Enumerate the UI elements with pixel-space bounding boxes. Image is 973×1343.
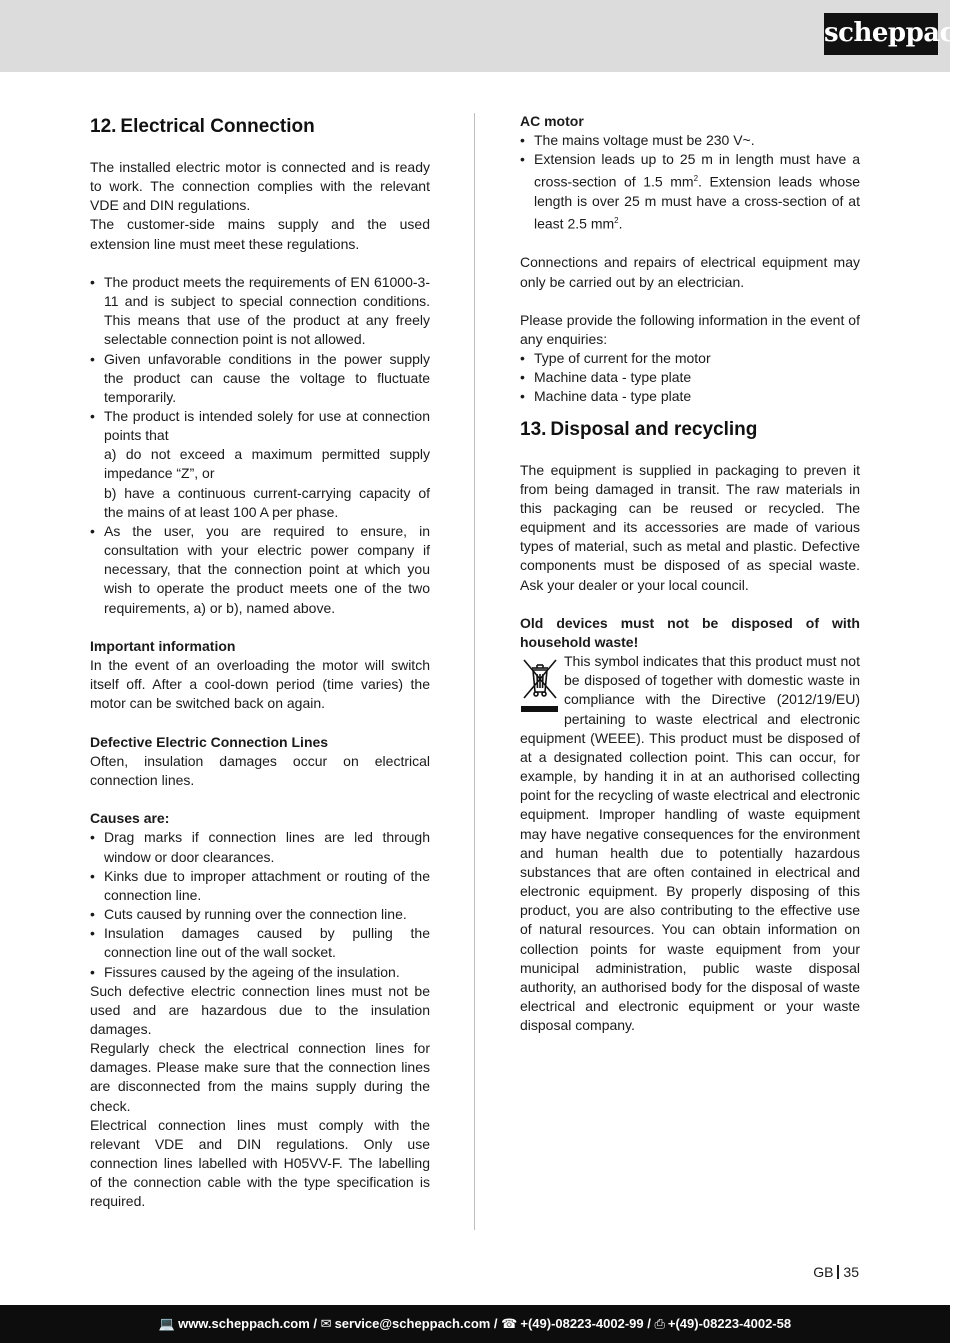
section-title: Electrical Connection xyxy=(120,116,315,137)
weee-paragraph: This symbol indicates that this product must not be disposed of together with domestic waste in compliance with the Directive (2012/19/EU) pertaining to waste electrical and electronic equipment (WEEE). This product must be disposed of at a designated collection point. This can occur, for example, by handing it in at an authorised collecting point for the recycling of waste electrical and electronic equipment. Improper handling of waste equipment may have negative consequences for the environment and human health due to potentially hazardous substances that are often contained in electrical and electronic equipment. By properly disposing of this product, you are also contributing to the effective use of natural resources. You can obtain information on collection points for waste equipment from your municipal administration, public waste disposal authority, an authorised body for the disposal of waste electrical and electronic equipment or your waste disposal company. xyxy=(520,653,860,1034)
section-heading-disposal xyxy=(520,415,860,445)
list-item xyxy=(520,150,860,234)
list-item-text: • The product is intended solely for use at connection points that xyxy=(104,408,430,444)
list-item-text: b) have a continuous current-carrying capacity of the mains of at least 100 A per phase. xyxy=(104,484,430,520)
list-item: • The mains voltage must be 230 V~. xyxy=(520,131,860,150)
right-column xyxy=(520,112,860,1035)
page-number xyxy=(813,1264,859,1280)
paragraph: Often, insulation damages occur on electrical connection lines. xyxy=(90,752,430,788)
weee-block xyxy=(520,652,860,1035)
paragraph: Please provide the following information in the event of any enquiries: xyxy=(520,311,860,347)
list-item: • Drag marks if connection lines are led through window or door clearances. xyxy=(90,828,430,866)
list-item: • Machine data - type plate xyxy=(520,387,860,406)
list-item: • Given unfavorable conditions in the power supply the product can cause the voltage to fluctuate temporarily. xyxy=(90,350,430,407)
enquiries-list xyxy=(520,349,860,406)
header-bar xyxy=(0,0,973,72)
superscript: 2 xyxy=(614,216,619,226)
phone-icon: ☎ xyxy=(501,1316,518,1331)
list-item xyxy=(90,407,430,522)
crossed-out-bin-icon xyxy=(520,654,560,714)
section-title: Disposal and recycling xyxy=(550,418,758,440)
intro-paragraph: The customer-side mains supply and the used extension line must meet these regulations. xyxy=(90,216,430,252)
footer-phone: +(49)-08223-4002-99 / xyxy=(520,1316,651,1331)
page-language: GB xyxy=(813,1264,834,1280)
list-item-text: a) do not exceed a maximum permitted supply impedance “Z”, or xyxy=(104,446,430,482)
footer-fax: +(49)-08223-4002-58 xyxy=(667,1316,792,1331)
superscript: 2 xyxy=(693,174,699,184)
paragraph: In the event of an overloading the motor will switch itself off. After a cool-down period (time varies) the motor can be switched back on again. xyxy=(90,657,430,712)
paragraph: Such defective electric connection lines must not be used and are hazardous due to the insulation damages. xyxy=(90,982,430,1037)
list-item: • Fissures caused by the ageing of the insulation. xyxy=(90,963,430,982)
list-item: • Kinks due to improper attachment or routing of the connection line. xyxy=(90,867,430,905)
ac-motor-list xyxy=(520,131,860,234)
list-item: • Machine data - type plate xyxy=(520,368,860,387)
requirements-list xyxy=(90,273,430,618)
list-item: • Insulation damages caused by pulling the connection line out of the wall socket. xyxy=(90,924,430,962)
list-item: • Type of current for the motor xyxy=(520,349,860,368)
paragraph: Connections and repairs of electrical equipment may only be carried out by an electrician. xyxy=(520,254,860,290)
footer-bar xyxy=(0,1305,950,1343)
section-number: 13. xyxy=(520,418,547,440)
list-item-text: Extension leads up to 25 m in length must have a cross-section of 1.5 mm xyxy=(534,151,860,191)
page-number-value: 35 xyxy=(843,1264,859,1280)
subheading-defective: Defective Electric Connection Lines xyxy=(90,733,329,750)
paragraph: Electrical connection lines must comply with the relevant VDE and DIN regulations. Only use connection lines labelled with H05VV-F. The labelling of the connection cable with the type specification is required. xyxy=(90,1116,430,1210)
subheading-important: Important information xyxy=(90,637,236,654)
scheppach-logo: scheppach xyxy=(824,13,938,55)
intro-paragraph: The installed electric motor is connected and is ready to work. The connection complies with the relevant VDE and DIN regulations. xyxy=(90,159,430,214)
causes-list xyxy=(90,828,430,981)
subheading-ac-motor: AC motor xyxy=(520,113,584,129)
fax-icon: ⎙ xyxy=(654,1316,665,1331)
section-heading-electrical xyxy=(90,112,430,142)
column-divider xyxy=(474,113,475,1230)
footer-email[interactable]: service@scheppach.com / xyxy=(334,1316,498,1331)
list-item: • As the user, you are required to ensure, in consultation with your electric power company if necessary, that the connection point at which you wish to operate the product meets one of the two requirements, a) or b), named above. xyxy=(90,522,430,618)
computer-icon: 💻 xyxy=(158,1316,176,1331)
list-item-text: . Extension leads whose length is over 25 m must have a cross-section of at least 2.5 mm xyxy=(534,174,860,233)
list-item-text: . xyxy=(618,216,623,233)
subheading-causes: Causes are: xyxy=(90,810,170,827)
paragraph: Regularly check the electrical connection lines for damages. Please make sure that the connection lines are disconnected from the mains supply during the check. xyxy=(90,1040,430,1114)
list-item: • Cuts caused by running over the connection line. xyxy=(90,905,430,924)
subheading-old-devices: Old devices must not be disposed of with household waste! xyxy=(520,614,860,651)
list-item: • The product meets the requirements of EN 61000-3-11 and is subject to special connection conditions. This means that use of the product at any freely selectable connection point is not allowed. xyxy=(90,273,430,350)
left-column xyxy=(90,112,430,1212)
email-icon: ✉ xyxy=(320,1316,332,1331)
section-number: 12. xyxy=(90,116,117,137)
footer-website[interactable]: www.scheppach.com / xyxy=(178,1316,318,1331)
paragraph: The equipment is supplied in packaging to preven it from being damaged in transit. The raw materials in this packaging can be reused or recycled. The equipment and its accessories are made of various types of material, such as metal and plastic. Defective components must be disposed of as special waste. Ask your dealer or your local council. xyxy=(520,461,860,593)
